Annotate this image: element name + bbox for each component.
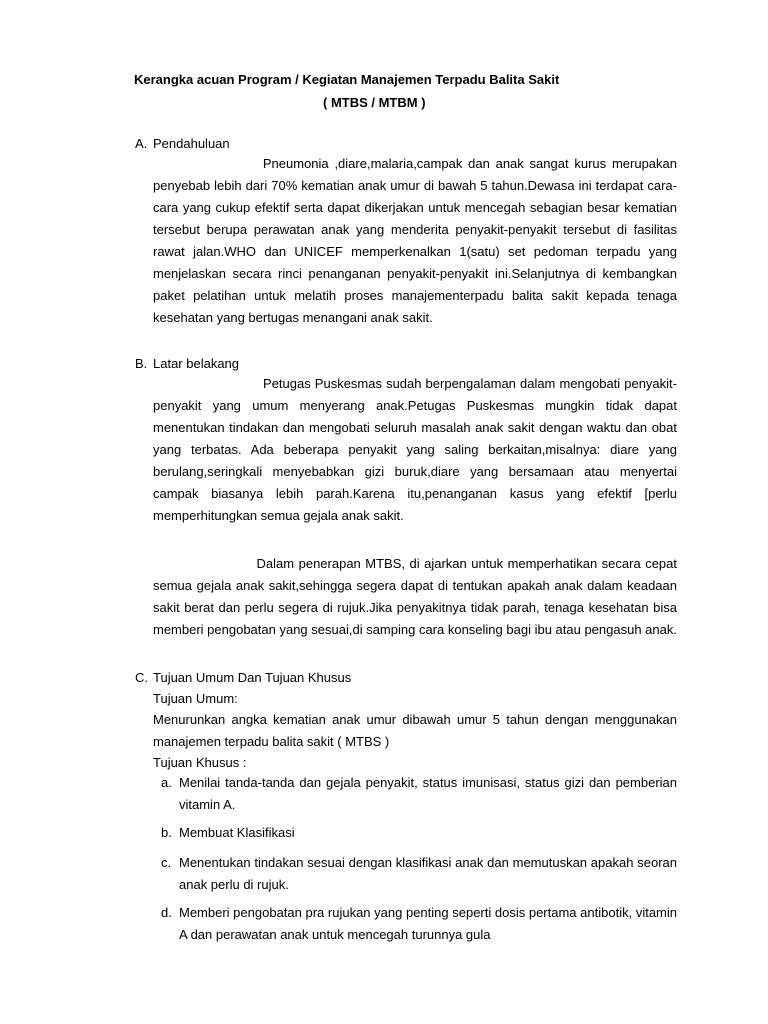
list-item (161, 772, 677, 816)
section-c-letter: C. (135, 670, 148, 685)
list-item-text: Menilai tanda-tanda dan gejala penyakit, status imunisasi, status gizi dan pemberian vitamin A. (179, 775, 677, 812)
list-item-marker: a. (161, 775, 172, 790)
section-a-paragraph: Pneumonia ,diare,malaria,campak dan anak sangat kurus merupakan penyebab lebih dari 70% kematian anak umur di bawah 5 tahun.Dewasa ini terdapat cara-cara yang cukup efektif serta dapat dikerjakan untuk mencegah sebagian besar kematian tersebut berupa perawatan anak yang menderita penyakit-penyakit tersebut di fasilitas rawat jalan.WHO dan UNICEF memperkenalkan 1(satu) set pedoman terpadu yang menjelaskan secara rinci penanganan penyakit-penyakit ini.Selanjutnya di kembangkan paket pelatihan untuk melatih proses manajementerpadu balita sakit kepada tenaga kesehatan yang bertugas menangani anak sakit. (153, 156, 677, 325)
section-a-heading (135, 136, 230, 151)
list-item-marker: c. (161, 855, 172, 870)
section-a-letter: A. (135, 136, 148, 151)
document-subtitle: ( MTBS / MTBM ) (323, 95, 426, 110)
tujuan-khusus-label: Tujuan Khusus : (153, 755, 247, 770)
section-b-title: Latar belakang (153, 356, 240, 371)
section-b-paragraph-1: Petugas Puskesmas sudah berpengalaman dalam mengobati penyakit-penyakit yang umum menyerang anak.Petugas Puskesmas mungkin tidak dapat menentukan tindakan dan mengobati seluruh masalah anak sakit dengan waktu dan obat yang terbatas. Ada beberapa penyakit yang saling berkaitan,misalnya: diare yang berulang,seringkali menyebabkan gizi buruk,diare yang bersamaan atau menyertai campak biasanya lebih parah.Karena itu,penanganan kasus yang efektif [perlu memperhitungkan semua gejala anak sakit. (153, 376, 677, 523)
list-item-marker: b. (161, 825, 172, 840)
list-item-text: Memberi pengobatan pra rujukan yang penting seperti dosis pertama antibotik, vitamin A dan perawatan anak untuk mencegah turunnya gula (179, 905, 677, 942)
section-b-heading (135, 356, 239, 371)
section-b-paragraph-2: Dalam penerapan MTBS, di ajarkan untuk memperhatikan secara cepat semua gejala anak sakit,sehingga segera dapat di tentukan apakah anak dalam keadaan sakit berat dan perlu segera di rujuk.Jika penyakitnya tidak parah, tenaga kesehatan bisa memberi pengobatan yang sesuai,di samping cara konseling bagi ibu atau pengasuh anak. (153, 556, 677, 637)
list-item-marker: d. (161, 905, 172, 920)
list-item-text: Menentukan tindakan sesuai dengan klasifikasi anak dan memutuskan apakah seoran anak perlu di rujuk. (179, 855, 677, 892)
section-c-title: Tujuan Umum Dan Tujuan Khusus (153, 670, 352, 685)
section-c-heading (135, 670, 351, 685)
list-item (161, 822, 677, 844)
document-title: Kerangka acuan Program / Kegiatan Manajemen Terpadu Balita Sakit (134, 72, 560, 87)
tujuan-umum-label: Tujuan Umum: (153, 691, 238, 706)
tujuan-umum-text: Menurunkan angka kematian anak umur dibawah umur 5 tahun dengan menggunakan manajemen terpadu balita sakit ( MTBS ) (153, 712, 677, 749)
list-item-text: Membuat Klasifikasi (179, 825, 295, 840)
list-item (161, 902, 677, 946)
section-b-letter: B. (135, 356, 148, 371)
section-a-title: Pendahuluan (153, 136, 230, 151)
list-item (161, 852, 677, 896)
